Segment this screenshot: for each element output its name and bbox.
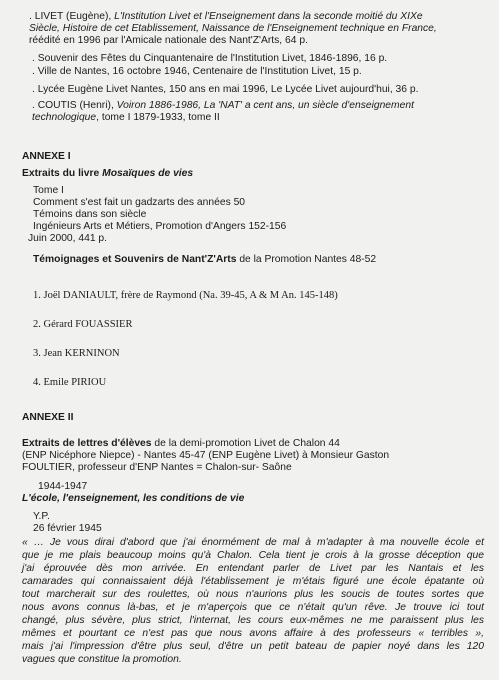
ref-title: Voiron 1886-1986, La 'NAT' a cent ans, un siècle d'enseignement	[116, 100, 414, 111]
list-item: 1. Joël DANIAULT, frère de Raymond (Na. 39-45, A & M An. 145-148)	[33, 290, 338, 301]
annexe-2-extraits	[22, 438, 340, 450]
ref-author: . LIVET (Eugène),	[29, 11, 115, 22]
annexe-2-years: 1944-1947	[38, 481, 88, 492]
letter-initials: Y.P.	[33, 511, 50, 522]
annexe-2-subtitle: L'école, l'enseignement, les conditions de vie	[22, 493, 245, 504]
ref-ville-nantes: . Ville de Nantes, 16 octobre 1946, Centenaire de l'Institution Livet, 15 p.	[32, 66, 362, 77]
extraits-source: de la demi-promotion Livet de Chalon 44	[151, 438, 340, 449]
quote-line: changé, plus sévère, plus strict, l'internat, les cours eux-mêmes ne me paraissent plus les	[22, 615, 484, 626]
list-item: 4. Emile PIRIOU	[33, 377, 107, 388]
ref-author: . COUTIS (Henri),	[32, 100, 117, 111]
annexe-1-heading: ANNEXE I	[22, 151, 71, 162]
quote-line: tout marcherait sur des roulettes, où nous n'aurions plus les soucis de toutes sortes que	[22, 589, 484, 600]
list-item: 2. Gérard FOUASSIER	[33, 319, 133, 330]
quote-line: que je me plais beaucoup moins qu'à Chalon. Cela tient je crois à la grosse déception que	[22, 550, 484, 561]
ref-souvenir: . Souvenir des Fêtes du Cinquantenaire de l'Institution Livet, 1846-1896, 16 p.	[32, 53, 388, 64]
annexe-2-line-2: (ENP Nicéphore Niepce) - Nantes 45-47 (ENP Eugène Livet) à Monsieur Gaston	[22, 450, 390, 461]
quote-line: mais j'ai l'impression d'être plus seul, d'être un petit bateau de papier noyé dans les 120	[22, 641, 484, 652]
temoignages-line	[33, 254, 376, 266]
quote-line: j'ai éprouvée dès mon arrivée. En entendant parler de Livet par les Nantais et les	[22, 563, 484, 574]
ref-title: L'Institution Livet et l'Enseignement dans la seconde moitié du XIXe	[114, 11, 423, 22]
ref-lycee: . Lycée Eugène Livet Nantes, 150 ans en mai 1996, Le Lycée Livet aujourd'hui, 36 p.	[32, 84, 419, 95]
quote-line: camarades qui connaissaient déjà l'établissement je m'étais figuré une école épatante où	[22, 576, 484, 587]
quote-line: nous avons connus là-bas, et je m'aperçois que ce n'était qu'un rêve. Je trouve ici tout	[22, 602, 484, 613]
extraits-label: Extraits de lettres d'élèves	[22, 438, 152, 449]
ref-title: technologique	[32, 112, 97, 123]
annexe-2-line-3: FOULTIER, professeur d'ENP Nantes = Chalon-sur- Saône	[22, 462, 292, 473]
quote-line: mêmes et pourtant ce n'est pas que nous avons affaire à des professeurs « terribles »,	[22, 628, 484, 639]
book-line-1: Comment s'est fait un gadzarts des années 50	[33, 197, 246, 208]
quote-line: vagues que constitue la promotion.	[22, 654, 182, 665]
letter-date: 26 février 1945	[33, 523, 102, 534]
extraits-label: Extraits du livre	[22, 168, 103, 179]
ref-coutis-line2	[32, 112, 220, 124]
book-tome: Tome I	[33, 185, 64, 196]
book-line-2: Témoins dans son siècle	[33, 209, 147, 220]
annexe-2-heading: ANNEXE II	[22, 412, 74, 423]
temoignages-title: Témoignages et Souvenirs de Nant'Z'Arts	[33, 254, 237, 265]
ref-livet-line2: Siècle, Histoire de cet Etablissement, Naissance de l'Enseignement technique en France,	[29, 23, 437, 34]
book-title: Mosaïques de vies	[102, 168, 194, 179]
book-line-3: Ingénieurs Arts et Métiers, Promotion d'Angers 152-156	[33, 221, 287, 232]
annexe-1-extraits	[22, 168, 193, 180]
ref-livet	[29, 11, 423, 23]
book-line-4: Juin 2000, 441 p.	[28, 233, 108, 244]
temoignages-promotion: de la Promotion Nantes 48-52	[236, 254, 377, 265]
ref-coutis	[32, 100, 414, 112]
ref-volumes: , tome I 1879-1933, tome II	[96, 112, 220, 123]
list-item: 3. Jean KERNINON	[33, 348, 120, 359]
ref-livet-line3: réédité en 1996 par l'Amicale nationale des Nant'Z'Arts, 64 p.	[29, 35, 308, 46]
quote-line: « … Je vous dirai d'abord que j'ai énormément de mal à m'adapter à ma nouvelle école et	[22, 537, 484, 548]
